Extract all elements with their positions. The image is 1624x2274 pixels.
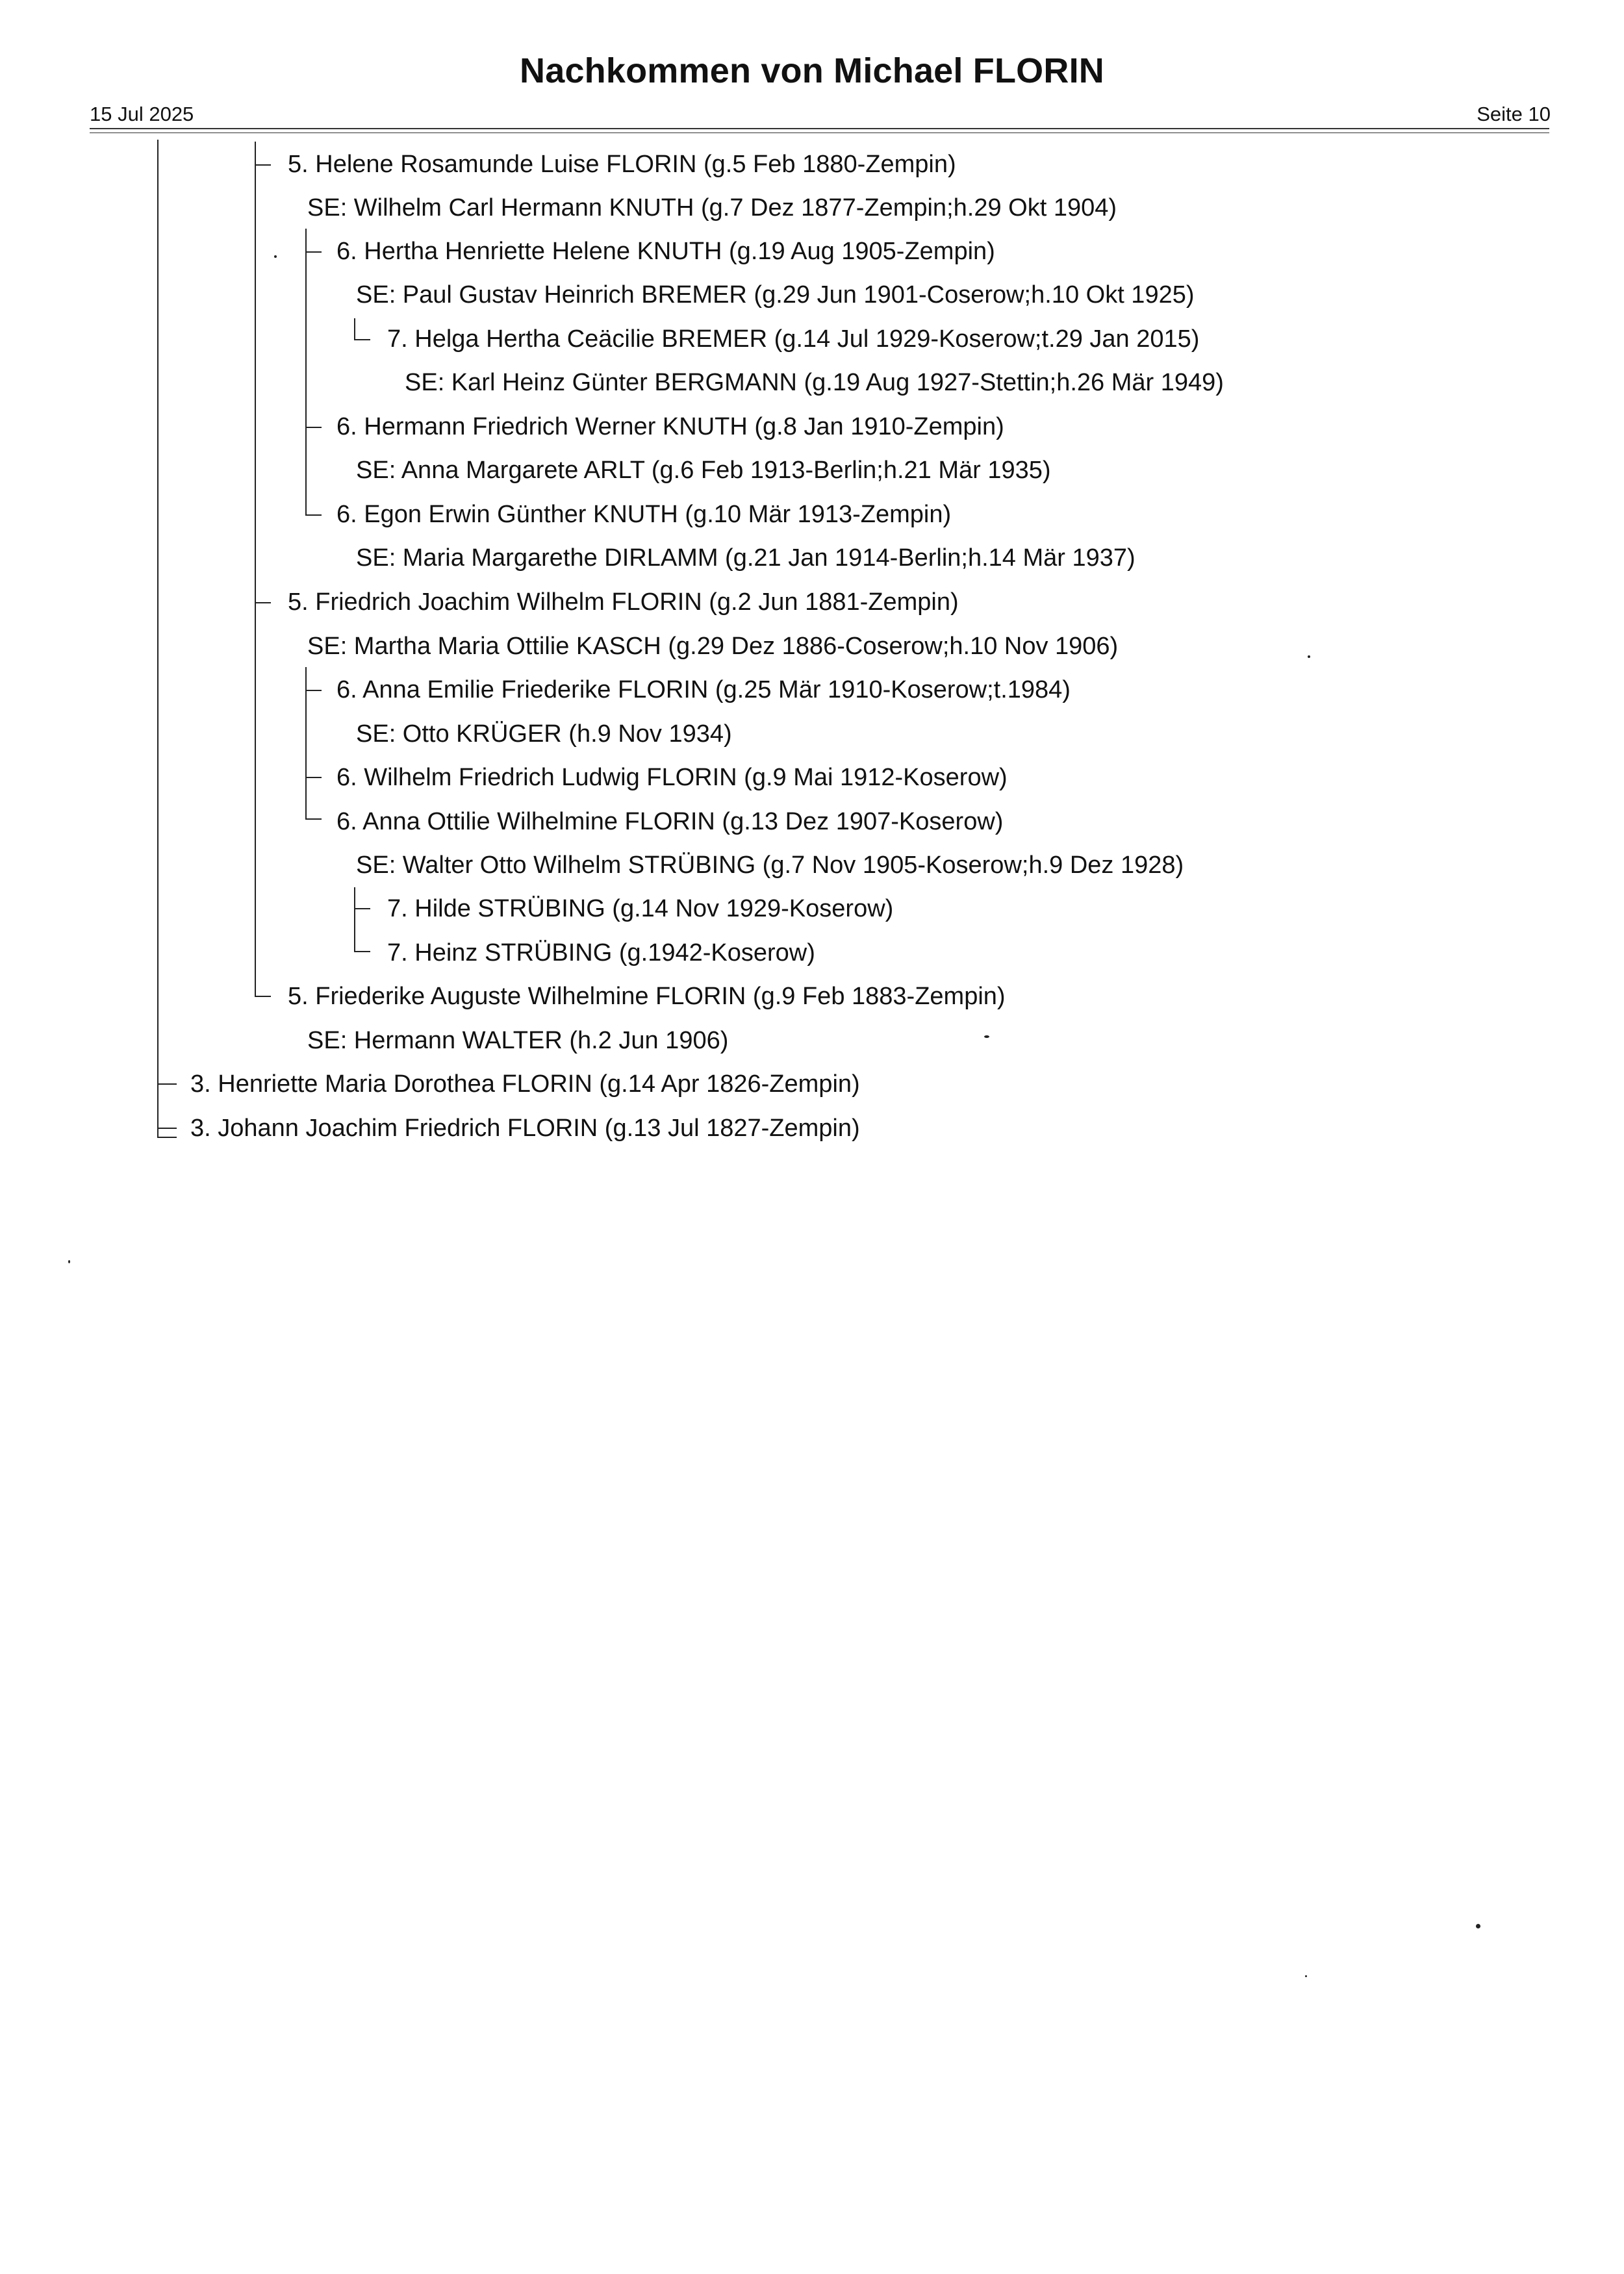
- descendant-entry: 3. Henriette Maria Dorothea FLORIN (g.14 Apr 1826-Zempin): [190, 1070, 860, 1098]
- tree-branch: [354, 951, 370, 952]
- descendant-entry: 6. Hertha Henriette Helene KNUTH (g.19 Aug 1905-Zempin): [336, 238, 995, 265]
- scan-speck: [1305, 1975, 1307, 1977]
- descendant-entry: 3. Johann Joachim Friedrich FLORIN (g.13 Jul 1827-Zempin): [190, 1115, 860, 1142]
- descendant-entry: 7. Hilde STRÜBING (g.14 Nov 1929-Koserow): [387, 895, 894, 922]
- tree-branch: [157, 1083, 177, 1085]
- tree-branch: [255, 602, 271, 603]
- spouse-entry: SE: Maria Margarethe DIRLAMM (g.21 Jan 1914-Berlin;h.14 Mär 1937): [356, 544, 1136, 572]
- descendant-entry: 7. Heinz STRÜBING (g.1942-Koserow): [387, 939, 815, 966]
- tree-line-level-7a: [354, 318, 355, 339]
- tree-line-level-5: [255, 142, 256, 996]
- tree-branch: [157, 1128, 177, 1129]
- tree-line-level-3: [157, 140, 159, 1137]
- scan-speck: [68, 1260, 70, 1263]
- tree-branch: [255, 164, 271, 166]
- tree-branch: [305, 427, 322, 428]
- descendant-entry: 6. Hermann Friedrich Werner KNUTH (g.8 Jan 1910-Zempin): [336, 413, 1004, 440]
- tree-line-level-6a: [305, 229, 307, 514]
- tree-branch: [255, 996, 271, 997]
- page-title: Nachkommen von Michael FLORIN: [520, 51, 1104, 90]
- descendant-entry: 6. Anna Emilie Friederike FLORIN (g.25 Mär 1910-Koserow;t.1984): [336, 676, 1071, 703]
- scan-speck: [1476, 1924, 1480, 1928]
- descendant-entry: 6. Egon Erwin Günther KNUTH (g.10 Mär 1913-Zempin): [336, 501, 952, 528]
- descendant-entry: 5. Friedrich Joachim Wilhelm FLORIN (g.2 Jun 1881-Zempin): [288, 588, 959, 616]
- scan-speck: [1308, 655, 1310, 658]
- tree-branch: [305, 777, 322, 778]
- spouse-entry: SE: Martha Maria Ottilie KASCH (g.29 Dez 1886-Coserow;h.10 Nov 1906): [307, 633, 1119, 660]
- descendant-entry: 6. Wilhelm Friedrich Ludwig FLORIN (g.9 Mai 1912-Koserow): [336, 764, 1008, 791]
- spouse-entry: SE: Hermann WALTER (h.2 Jun 1906): [307, 1027, 729, 1054]
- tree-branch: [305, 251, 322, 253]
- spouse-entry: SE: Wilhelm Carl Hermann KNUTH (g.7 Dez 1877-Zempin;h.29 Okt 1904): [307, 194, 1117, 221]
- tree-branch: [305, 690, 322, 691]
- scan-speck: [984, 1035, 989, 1038]
- print-date: 15 Jul 2025: [90, 103, 194, 125]
- spouse-entry: SE: Walter Otto Wilhelm STRÜBING (g.7 Nov 1905-Koserow;h.9 Dez 1928): [356, 852, 1184, 879]
- tree-branch: [305, 818, 322, 820]
- spouse-entry: SE: Otto KRÜGER (h.9 Nov 1934): [356, 720, 732, 748]
- spouse-entry: SE: Karl Heinz Günter BERGMANN (g.19 Aug 1927-Stettin;h.26 Mär 1949): [405, 369, 1224, 396]
- descendant-entry: 5. Friederike Auguste Wilhelmine FLORIN (g.9 Feb 1883-Zempin): [288, 983, 1006, 1010]
- tree-branch: [157, 1137, 177, 1138]
- tree-branch: [354, 908, 370, 909]
- tree-branch: [354, 339, 370, 340]
- tree-line-level-7b: [354, 887, 355, 951]
- scan-speck: [274, 255, 277, 258]
- descendant-entry: 7. Helga Hertha Ceäcilie BREMER (g.14 Jul 1929-Koserow;t.29 Jan 2015): [387, 325, 1200, 353]
- descendant-entry: 6. Anna Ottilie Wilhelmine FLORIN (g.13 Dez 1907-Koserow): [336, 808, 1004, 835]
- page-number: Seite 10: [1477, 103, 1551, 125]
- tree-branch: [305, 514, 322, 516]
- spouse-entry: SE: Anna Margarete ARLT (g.6 Feb 1913-Berlin;h.21 Mär 1935): [356, 457, 1051, 484]
- spouse-entry: SE: Paul Gustav Heinrich BREMER (g.29 Jun 1901-Coserow;h.10 Okt 1925): [356, 281, 1195, 309]
- descendant-entry: 5. Helene Rosamunde Luise FLORIN (g.5 Feb 1880-Zempin): [288, 151, 956, 178]
- header-rule: [90, 128, 1549, 129]
